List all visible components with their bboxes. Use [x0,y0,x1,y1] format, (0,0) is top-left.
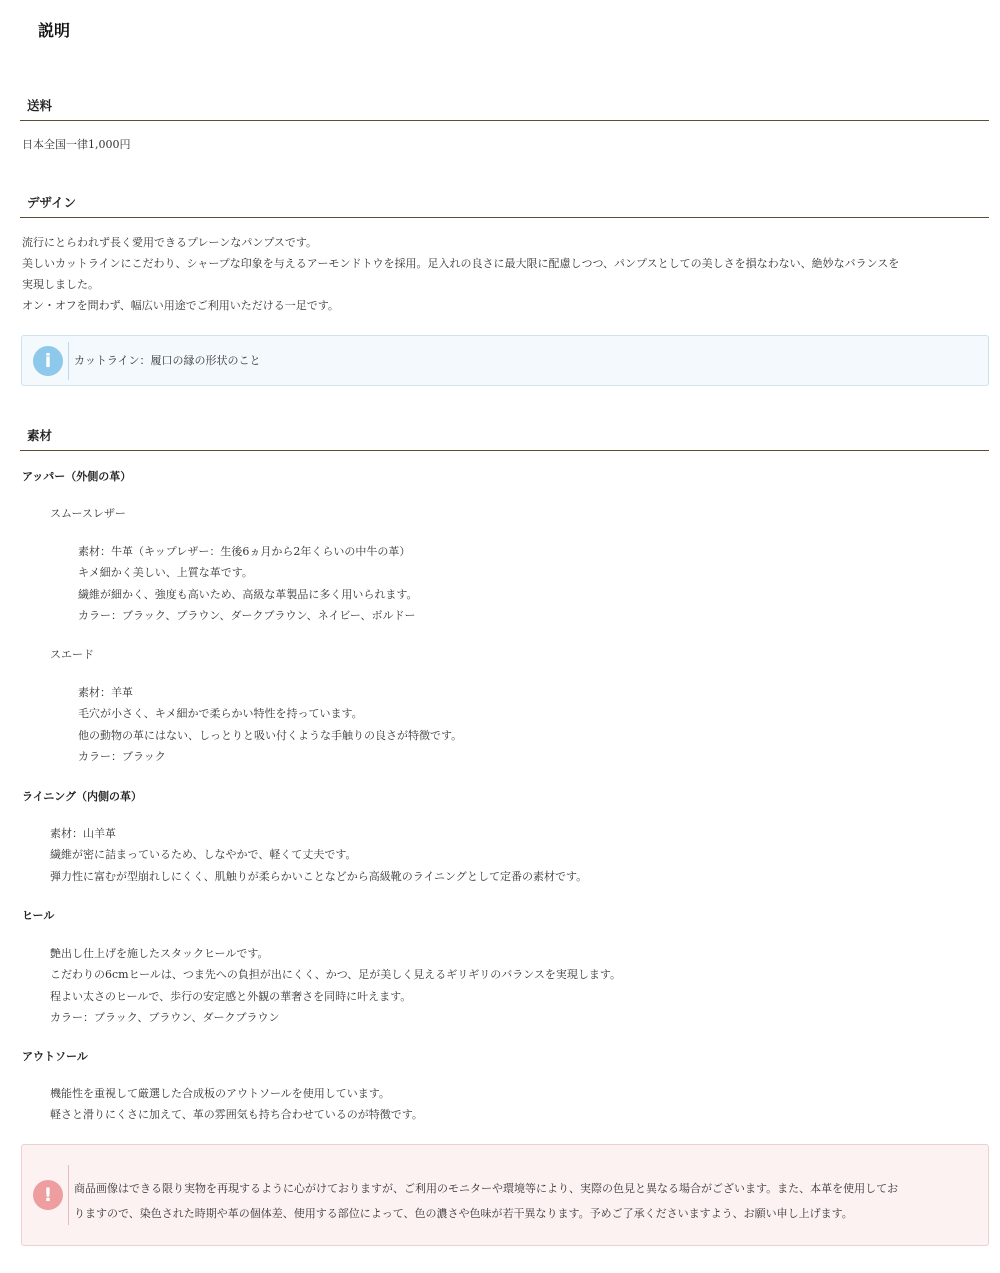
suede-line: 毛穴が小さく、キメ細かで柔らかい特性を持っています。 [78,707,363,721]
design-line: 美しいカットラインにこだわり、シャープな印象を与えるアーモンドトウを採用。足入れの良さに最大限に配慮しつつ、パンプスとしての美しさを損なわない、絶妙なバランスを [22,257,900,270]
info-icon: i [33,346,63,376]
notice-divider [68,342,69,380]
warning-line: りますので、染色された時期や革の個体差、使用する部位によって、色の濃さや色味が若干異なります。予めご了承くださいますよう、お願い申し上げます。 [74,1207,853,1220]
suede-line: 他の動物の革にはない、しっとりと吸い付くような手触りの良さが特徴です。 [78,728,463,742]
outsole-line: 軽さと滑りにくさに加えて、革の雰囲気も持ち合わせているのが特徴です。 [50,1108,423,1122]
section-heading-design: デザイン [20,193,989,218]
upper-heading: アッパー（外側の革） [22,470,132,483]
warning-text [74,1176,974,1226]
design-line: 実現しました。 [22,278,99,291]
shipping-text [22,134,988,155]
lining-line: 弾力性に富むが型崩れしにくく、肌触りが柔らかいことなどから高級靴のライニングとして定番の素材です。 [50,869,588,883]
design-description [22,232,988,316]
section-heading-materials: 素材 [20,426,989,451]
design-line: 流行にとらわれず長く愛用できるプレーンなパンプスです。 [22,236,318,249]
warning-line: 商品画像はできる限り実物を再現するように心がけておりますが、ご利用のモニターや環境等により、実際の色見と異なる場合がございます。また、本革を使用してお [74,1182,899,1195]
heel-line: 艶出し仕上げを施したスタックヒールです。 [50,947,269,960]
info-notice [21,335,989,386]
lining-line: 素材：山羊革 [50,827,116,840]
smooth-leather-line: 素材：牛革（キップレザー：生後6ヵ月から2年くらいの中牛の革） [78,545,411,558]
suede-line: カラー：ブラック [78,749,166,763]
outsole-line: 機能性を重視して厳選した合成板のアウトソールを使用しています。 [50,1087,390,1100]
suede-line: 素材：羊革 [78,686,133,699]
notice-divider [68,1165,69,1225]
heel-heading: ヒール [22,909,55,922]
smooth-leather-heading: スムースレザー [50,507,126,520]
section-heading-shipping: 送料 [20,96,989,121]
lining-details [50,823,587,887]
info-note-text: カットライン：履口の縁の形状のこと [74,354,261,367]
heel-line: カラー：ブラック、ブラウン、ダークブラウン [50,1010,280,1024]
lining-heading: ライニング（内側の革） [22,790,143,803]
outsole-heading: アウトソール [22,1050,88,1063]
heel-details [50,943,621,1028]
page-title: 説明 [38,21,71,40]
suede-heading: スエード [50,648,94,661]
smooth-leather-line: カラー：ブラック、ブラウン、ダークブラウン、ネイビー、ボルドー [78,608,416,622]
lining-line: 繊維が密に詰まっているため、しなやかで、軽くて丈夫です。 [50,848,357,862]
heel-line: 程よい太さのヒールで、歩行の安定感と外観の華奢さを同時に叶えます。 [50,989,412,1003]
exclamation-icon: ! [33,1180,63,1210]
shipping-line: 日本全国一律1,000円 [22,138,131,151]
outsole-details [50,1083,423,1126]
design-line: オン・オフを問わず、幅広い用途でご利用いただける一足です。 [22,299,339,312]
heel-line: こだわりの6cmヒールは、つま先への負担が出にくく、かつ、足が美しく見えるギリギリのバランスを実現します。 [50,968,622,982]
suede-details [78,682,462,767]
smooth-leather-line: キメ細かく美しい、上質な革です。 [78,566,253,580]
smooth-leather-line: 繊維が細かく、強度も高いため、高級な革製品に多く用いられます。 [78,587,418,601]
warning-notice [21,1144,989,1246]
smooth-leather-details [78,541,417,626]
